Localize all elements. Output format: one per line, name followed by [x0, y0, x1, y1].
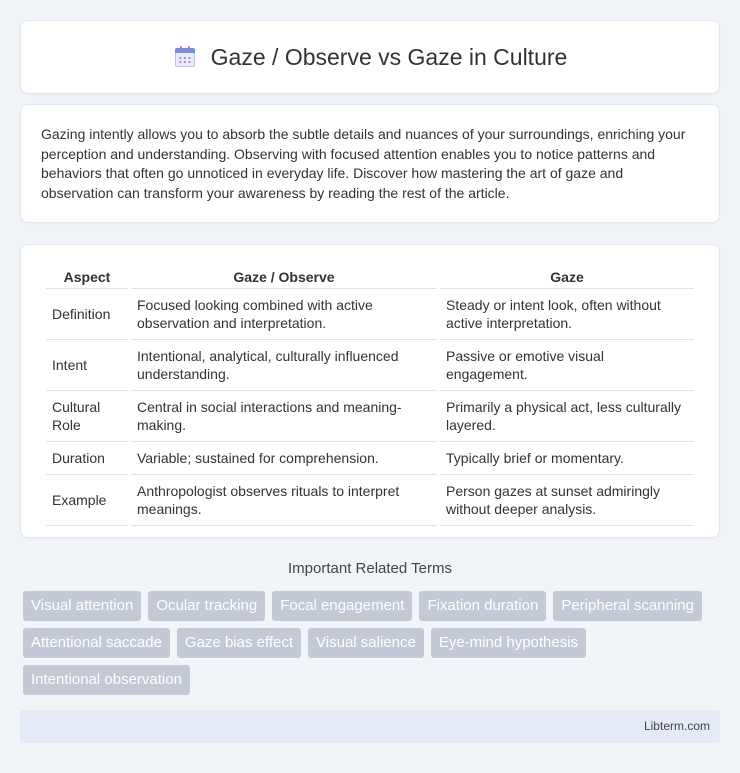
page-title: Gaze / Observe vs Gaze in Culture — [210, 43, 568, 70]
tag-fixation-duration[interactable]: Fixation duration — [419, 591, 546, 621]
calendar-icon — [173, 45, 197, 69]
table-row — [46, 340, 694, 391]
tag-peripheral-scanning[interactable]: Peripheral scanning — [553, 591, 702, 621]
table-row — [46, 391, 694, 442]
row-aspect: Intent — [46, 340, 128, 391]
tag-gaze-bias-effect[interactable]: Gaze bias effect — [177, 628, 301, 658]
intro-card — [20, 104, 720, 223]
row-gaze: Typically brief or momentary. — [440, 442, 694, 475]
table-row — [46, 289, 694, 340]
tag-attentional-saccade[interactable]: Attentional saccade — [23, 628, 170, 658]
row-aspect: Cultural Role — [46, 391, 128, 442]
tag-visual-salience[interactable]: Visual salience — [308, 628, 424, 658]
row-aspect: Duration — [46, 442, 128, 475]
comparison-table — [43, 265, 697, 526]
row-gaze-observe: Anthropologist observes rituals to interpret meanings. — [131, 475, 437, 526]
related-terms-list — [23, 591, 723, 695]
footer-brand[interactable]: Libterm.com — [643, 719, 710, 733]
table-header-row — [46, 265, 694, 289]
row-gaze: Steady or intent look, often without active interpretation. — [440, 289, 694, 340]
intro-text: Gazing intently allows you to absorb the subtle details and nuances of your surroundings, enriching your perception and understanding. Observing with focused attention enables you to notice patterns and behaviors that often go unnoticed in everyday life. Discover how mastering the art of gaze and observation can transform your awareness by reading the rest of the article. — [41, 126, 686, 201]
header-gaze-observe: Gaze / Observe — [131, 265, 437, 289]
header-gaze: Gaze — [440, 265, 694, 289]
row-gaze-observe: Focused looking combined with active observation and interpretation. — [131, 289, 437, 340]
header-aspect: Aspect — [46, 265, 128, 289]
tag-focal-engagement[interactable]: Focal engagement — [272, 591, 412, 621]
footer — [20, 710, 720, 743]
related-terms-title: Important Related Terms — [288, 560, 452, 577]
table-row — [46, 442, 694, 475]
title-card — [20, 20, 720, 94]
row-gaze: Primarily a physical act, less culturally layered. — [440, 391, 694, 442]
row-gaze-observe: Intentional, analytical, culturally influenced understanding. — [131, 340, 437, 391]
table-row — [46, 475, 694, 526]
tag-eye-mind-hypothesis[interactable]: Eye-mind hypothesis — [431, 628, 586, 658]
tag-visual-attention[interactable]: Visual attention — [23, 591, 141, 621]
tag-intentional-observation[interactable]: Intentional observation — [23, 665, 190, 695]
row-gaze-observe: Variable; sustained for comprehension. — [131, 442, 437, 475]
tag-ocular-tracking[interactable]: Ocular tracking — [148, 591, 265, 621]
row-aspect: Example — [46, 475, 128, 526]
row-gaze: Person gazes at sunset admiringly without deeper analysis. — [440, 475, 694, 526]
row-gaze-observe: Central in social interactions and meaning-making. — [131, 391, 437, 442]
comparison-card — [20, 244, 720, 538]
row-aspect: Definition — [46, 289, 128, 340]
row-gaze: Passive or emotive visual engagement. — [440, 340, 694, 391]
